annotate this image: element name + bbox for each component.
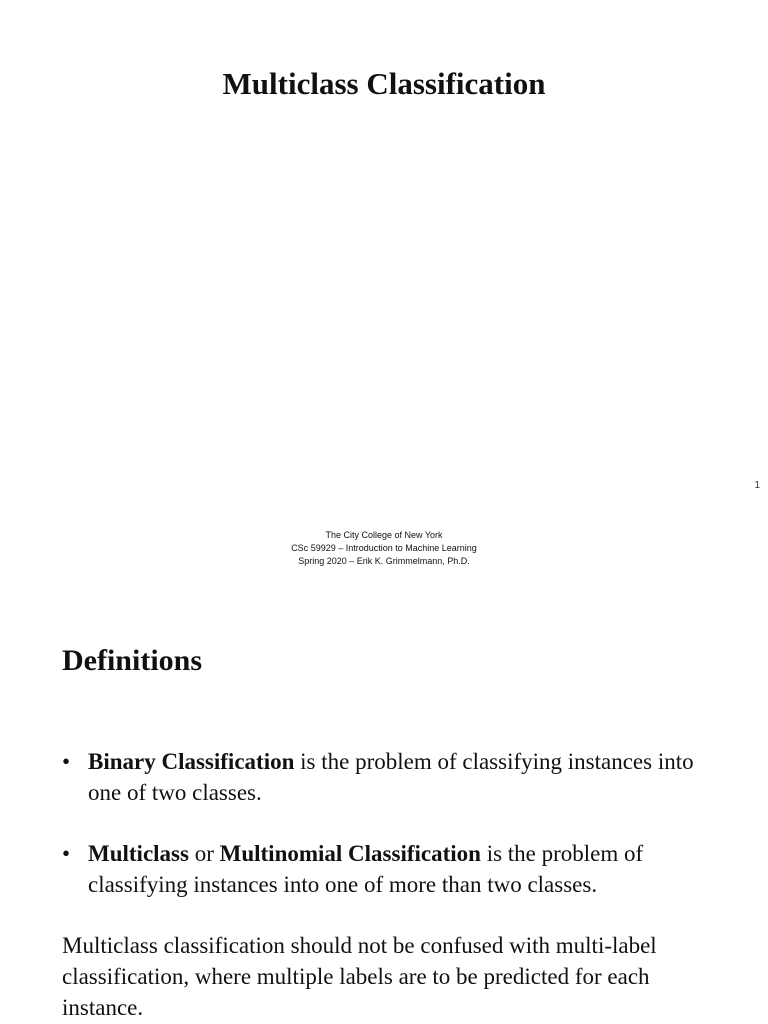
footer-line-institution: The City College of New York: [325, 530, 443, 540]
binary-definition-text: is the problem of classifying instances into one of two classes.: [88, 749, 694, 805]
slide-title: Multiclass Classification: [222, 66, 546, 101]
footer-line-instructor: Spring 2020 – Erik K. Grimmelmann, Ph.D.: [298, 556, 470, 566]
footer-line-course: CSc 59929 – Introduction to Machine Learning: [291, 543, 477, 553]
term-multinomial-classification: Multinomial Classification: [219, 841, 481, 866]
connector-text: or: [188, 841, 220, 866]
term-multiclass: Multiclass: [88, 841, 189, 866]
definitions-slide: [0, 600, 768, 1024]
list-item-multiclass: [62, 838, 722, 900]
bullet-icon: •: [62, 841, 71, 866]
definitions-heading: Definitions: [62, 644, 203, 677]
slide-footer: [0, 529, 768, 568]
list-item-binary: [62, 746, 722, 808]
multiclass-definition-text: is the problem of classifying instances into one of more than two classes.: [88, 841, 644, 897]
bullet-icon: •: [62, 749, 71, 774]
term-binary-classification: Binary Classification: [88, 749, 295, 774]
multilabel-note: Multiclass classification should not be confused with multi-label classification, where multiple labels are to be predicted for each instance.: [62, 933, 657, 1020]
page-number: 1: [754, 480, 760, 491]
definitions-list: [62, 746, 722, 930]
